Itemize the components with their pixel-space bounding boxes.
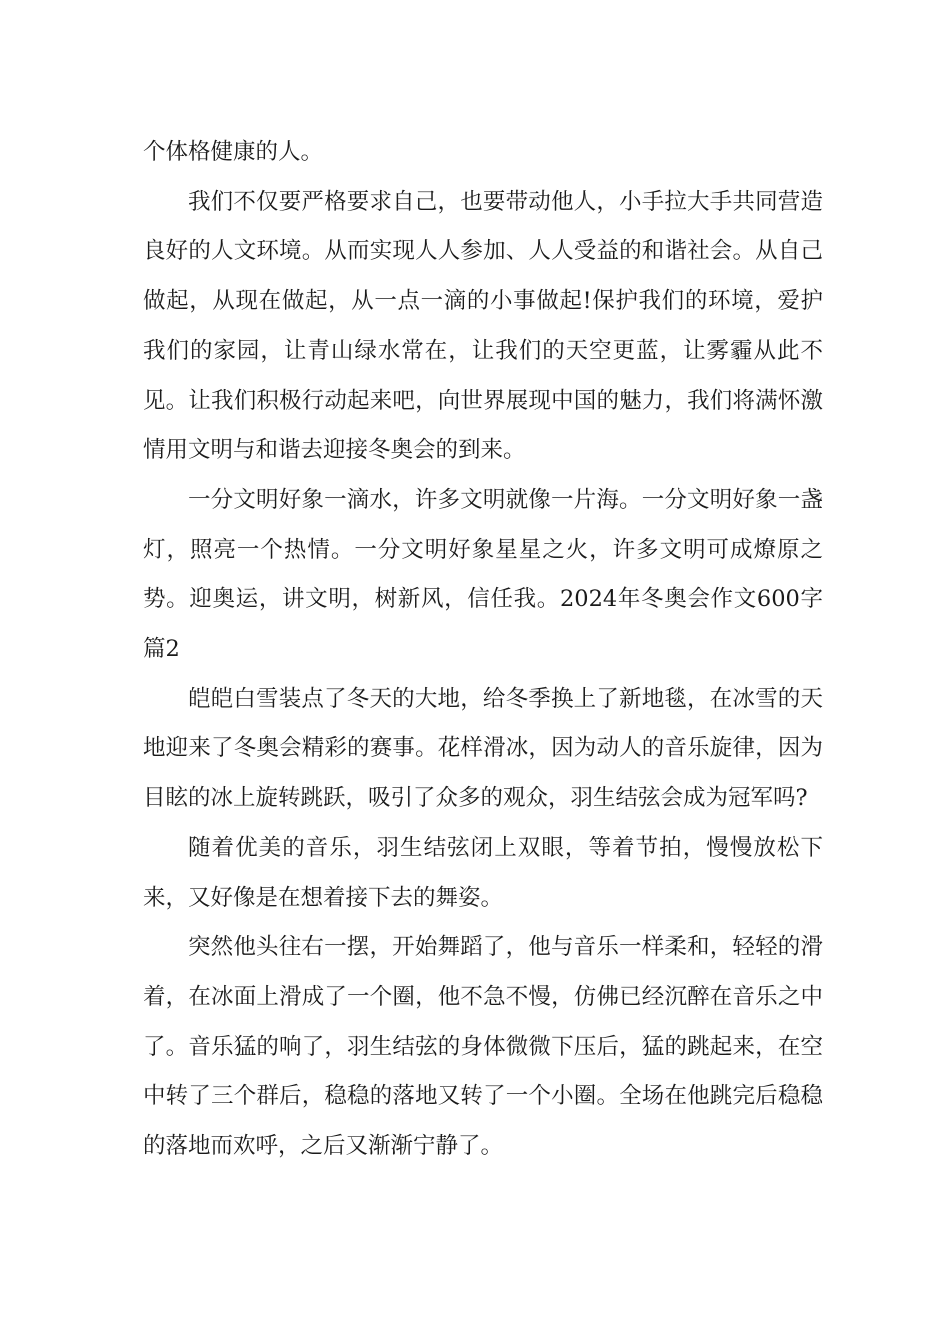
- paragraph-5: 随着优美的音乐，羽生结弦闭上双眼，等着节拍，慢慢放松下来，又好像是在想着接下去的舞姿。: [143, 834, 823, 911]
- paragraph-3: 一分文明好象一滴水，许多文明就像一片海。一分文明好象一盏灯，照亮一个热情。一分文明好象星星之火，许多文明可成燎原之势。迎奥运，讲文明，树新风，信任我。2024年冬奥会作文600字篇2: [143, 486, 823, 663]
- paragraph-2: 我们不仅要严格要求自己，也要带动他人，小手拉大手共同营造良好的人文环境。从而实现人人参加、人人受益的和谐社会。从自己做起，从现在做起，从一点一滴的小事做起!保护我们的环境，爱护我们的家园，让青山绿水常在，让我们的天空更蓝，让雾霾从此不见。让我们积极行动起来吧，向世界展现中国的魅力，我们将满怀激情用文明与和谐去迎接冬奥会的到来。: [143, 188, 823, 464]
- document-body: [143, 128, 823, 1172]
- paragraph-4: 皑皑白雪装点了冬天的大地，给冬季换上了新地毯，在冰雪的天地迎来了冬奥会精彩的赛事。花样滑冰，因为动人的音乐旋律，因为目眩的冰上旋转跳跃，吸引了众多的观众，羽生结弦会成为冠军吗?: [143, 685, 823, 812]
- paragraph-1: 个体格健康的人。: [143, 139, 324, 165]
- paragraph-6: 突然他头往右一摆，开始舞蹈了，他与音乐一样柔和，轻轻的滑着，在冰面上滑成了一个圈，他不急不慢，仿佛已经沉醉在音乐之中了。音乐猛的响了，羽生结弦的身体微微下压后，猛的跳起来，在空中转了三个群后，稳稳的落地又转了一个小圈。全场在他跳完后稳稳的落地而欢呼，之后又渐渐宁静了。: [143, 934, 823, 1160]
